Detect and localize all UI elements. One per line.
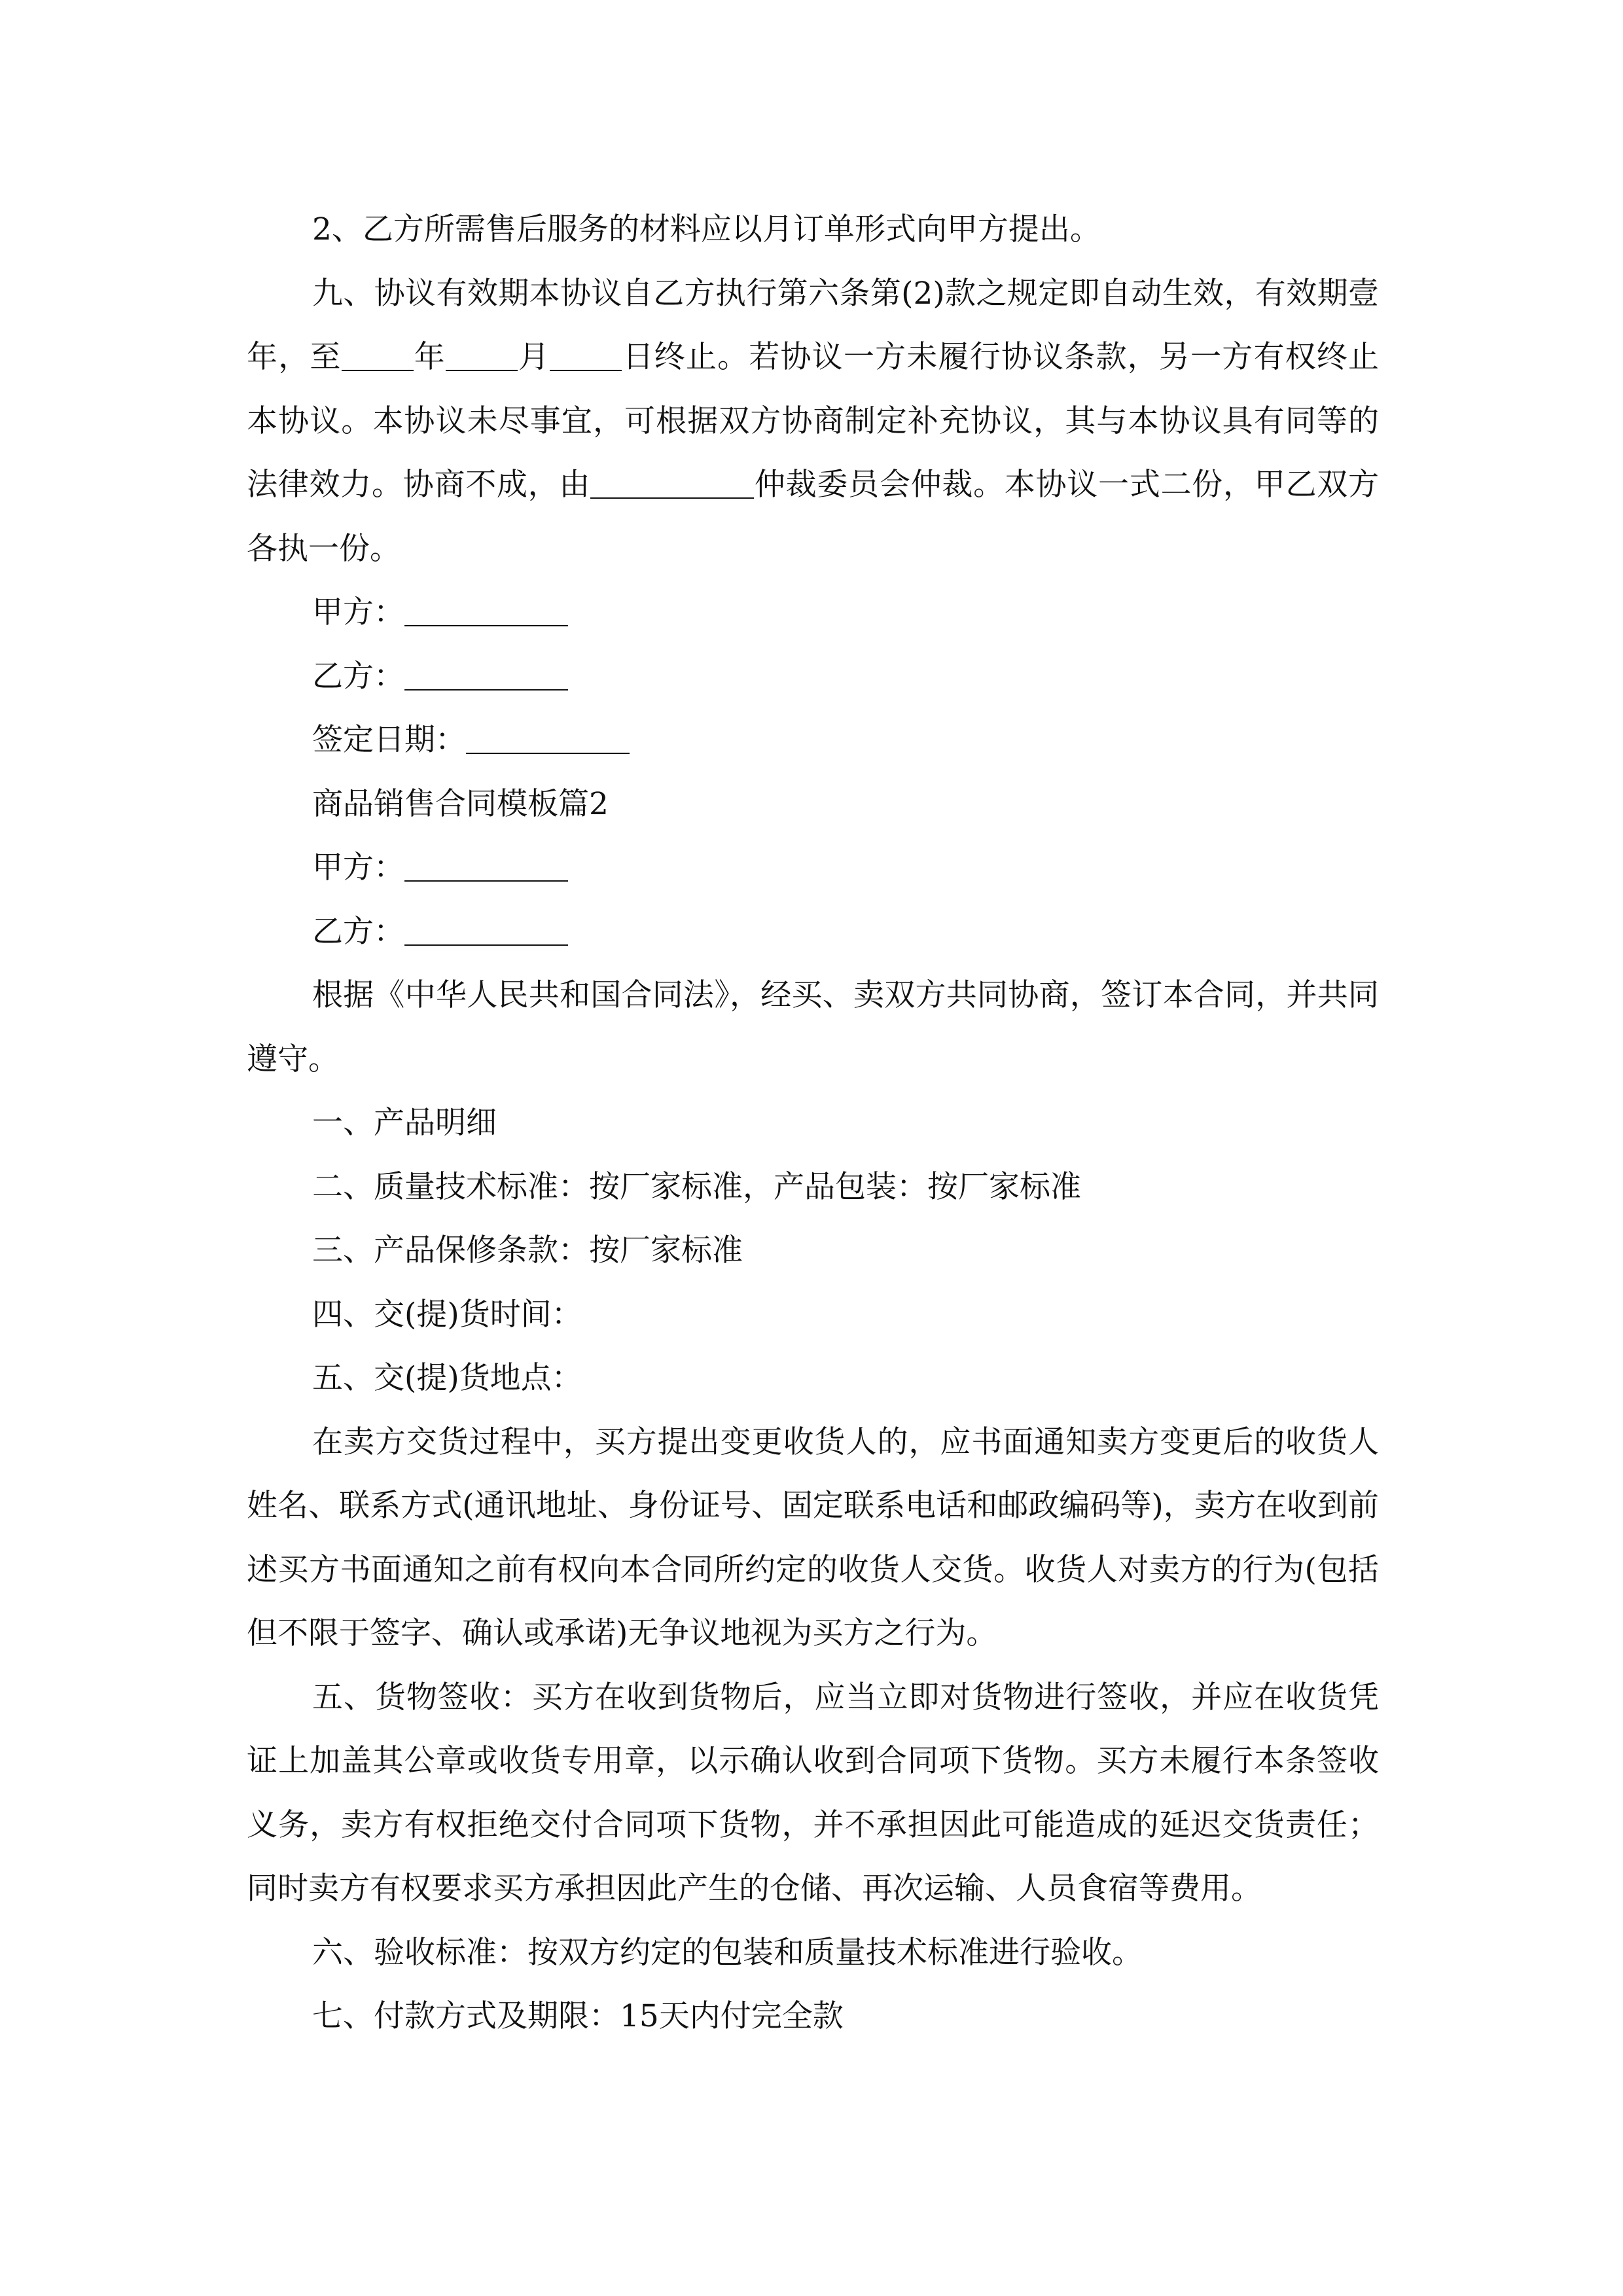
clause-product-details: 一、产品明细 [312, 1105, 497, 1141]
clause-warranty: 三、产品保修条款：按厂家标准 [312, 1232, 743, 1268]
paragraph-after-sales-materials: 2、乙方所需售后服务的材料应以月订单形式向甲方提出。 [312, 211, 1101, 247]
clause-payment-terms: 七、付款方式及期限：15天内付完全款 [312, 1998, 844, 2034]
section-title-template-2: 商品销售合同模板篇2 [312, 785, 609, 822]
signature-date [247, 708, 1379, 772]
clause-delivery-place: 五、交(提)货地点： [312, 1360, 582, 1396]
clause-acceptance-standard: 六、验收标准：按双方约定的包装和质量技术标准进行验收。 [312, 1934, 1143, 1971]
blank-year [342, 344, 414, 371]
party-b-line-2 [247, 900, 1379, 964]
party-b-label-2: 乙方： [312, 913, 404, 950]
party-a-label-2: 甲方： [312, 850, 404, 886]
validity-text-year: 年 [413, 339, 446, 375]
clause-quality-standard: 二、质量技术标准：按厂家标准，产品包装：按厂家标准 [312, 1168, 1081, 1205]
paragraph-consignee-change: 在卖方交货过程中，买方提出变更收货人的，应书面通知卖方变更后的收货人姓名、联系方式(通讯地址、身份证号、固定联系电话和邮政编码等)，卖方在收到前述买方书面通知之前有权向本合同所约定的收货人交货。收货人对卖方的行为(包括但不限于签字、确认或承诺)无争议地视为买方之行为。 [247, 1424, 1379, 1651]
validity-text-3: 仲裁委员会仲裁。本协议一式二份，甲乙双方各执一份。 [247, 467, 1380, 567]
blank-party-a [404, 599, 568, 626]
validity-text-month: 月 [517, 339, 550, 375]
validity-text-2: 日终止。若协议一方未履行协议条款，另一方有权终止本协议。本协议未尽事宜，可根据双方协商制定补充协议，其与本协议具有同等的法律效力。协商不成，由 [247, 339, 1380, 503]
signature-party-a [247, 581, 1379, 645]
document-body [247, 198, 1379, 2049]
blank-sign-date [466, 726, 630, 754]
paragraph-legal-basis: 根据《中华人民共和国合同法》，经买、卖双方共同协商，签订本合同，并共同遵守。 [247, 977, 1379, 1077]
clause-goods-receipt: 五、货物签收：买方在收到货物后，应当立即对货物进行签收，并应在收货凭证上加盖其公章或收货专用章，以示确认收到合同项下货物。买方未履行本条签收义务，卖方有权拒绝交付合同项下货物，并不承担因此可能造成的延迟交货责任；同时卖方有权要求买方承担因此产生的仓储、再次运输、人员食宿等费用。 [247, 1679, 1379, 1907]
blank-party-b [404, 663, 568, 691]
blank-party-b-2 [404, 918, 568, 946]
clause-delivery-time: 四、交(提)货时间： [312, 1296, 582, 1333]
blank-day [550, 344, 622, 371]
blank-month [446, 344, 518, 371]
paragraph-validity-period [247, 262, 1379, 581]
signature-party-b [247, 645, 1379, 709]
validity-text-1: 九、协议有效期本协议自乙方执行第六条第(2)款之规定即自动生效，有效期壹年，至 [247, 275, 1379, 375]
party-a-label: 甲方： [312, 594, 404, 630]
blank-arbitration [590, 471, 754, 499]
sign-date-label: 签定日期： [312, 722, 466, 758]
party-a-line-2 [247, 836, 1379, 900]
blank-party-a-2 [404, 854, 568, 882]
party-b-label: 乙方： [312, 658, 404, 694]
